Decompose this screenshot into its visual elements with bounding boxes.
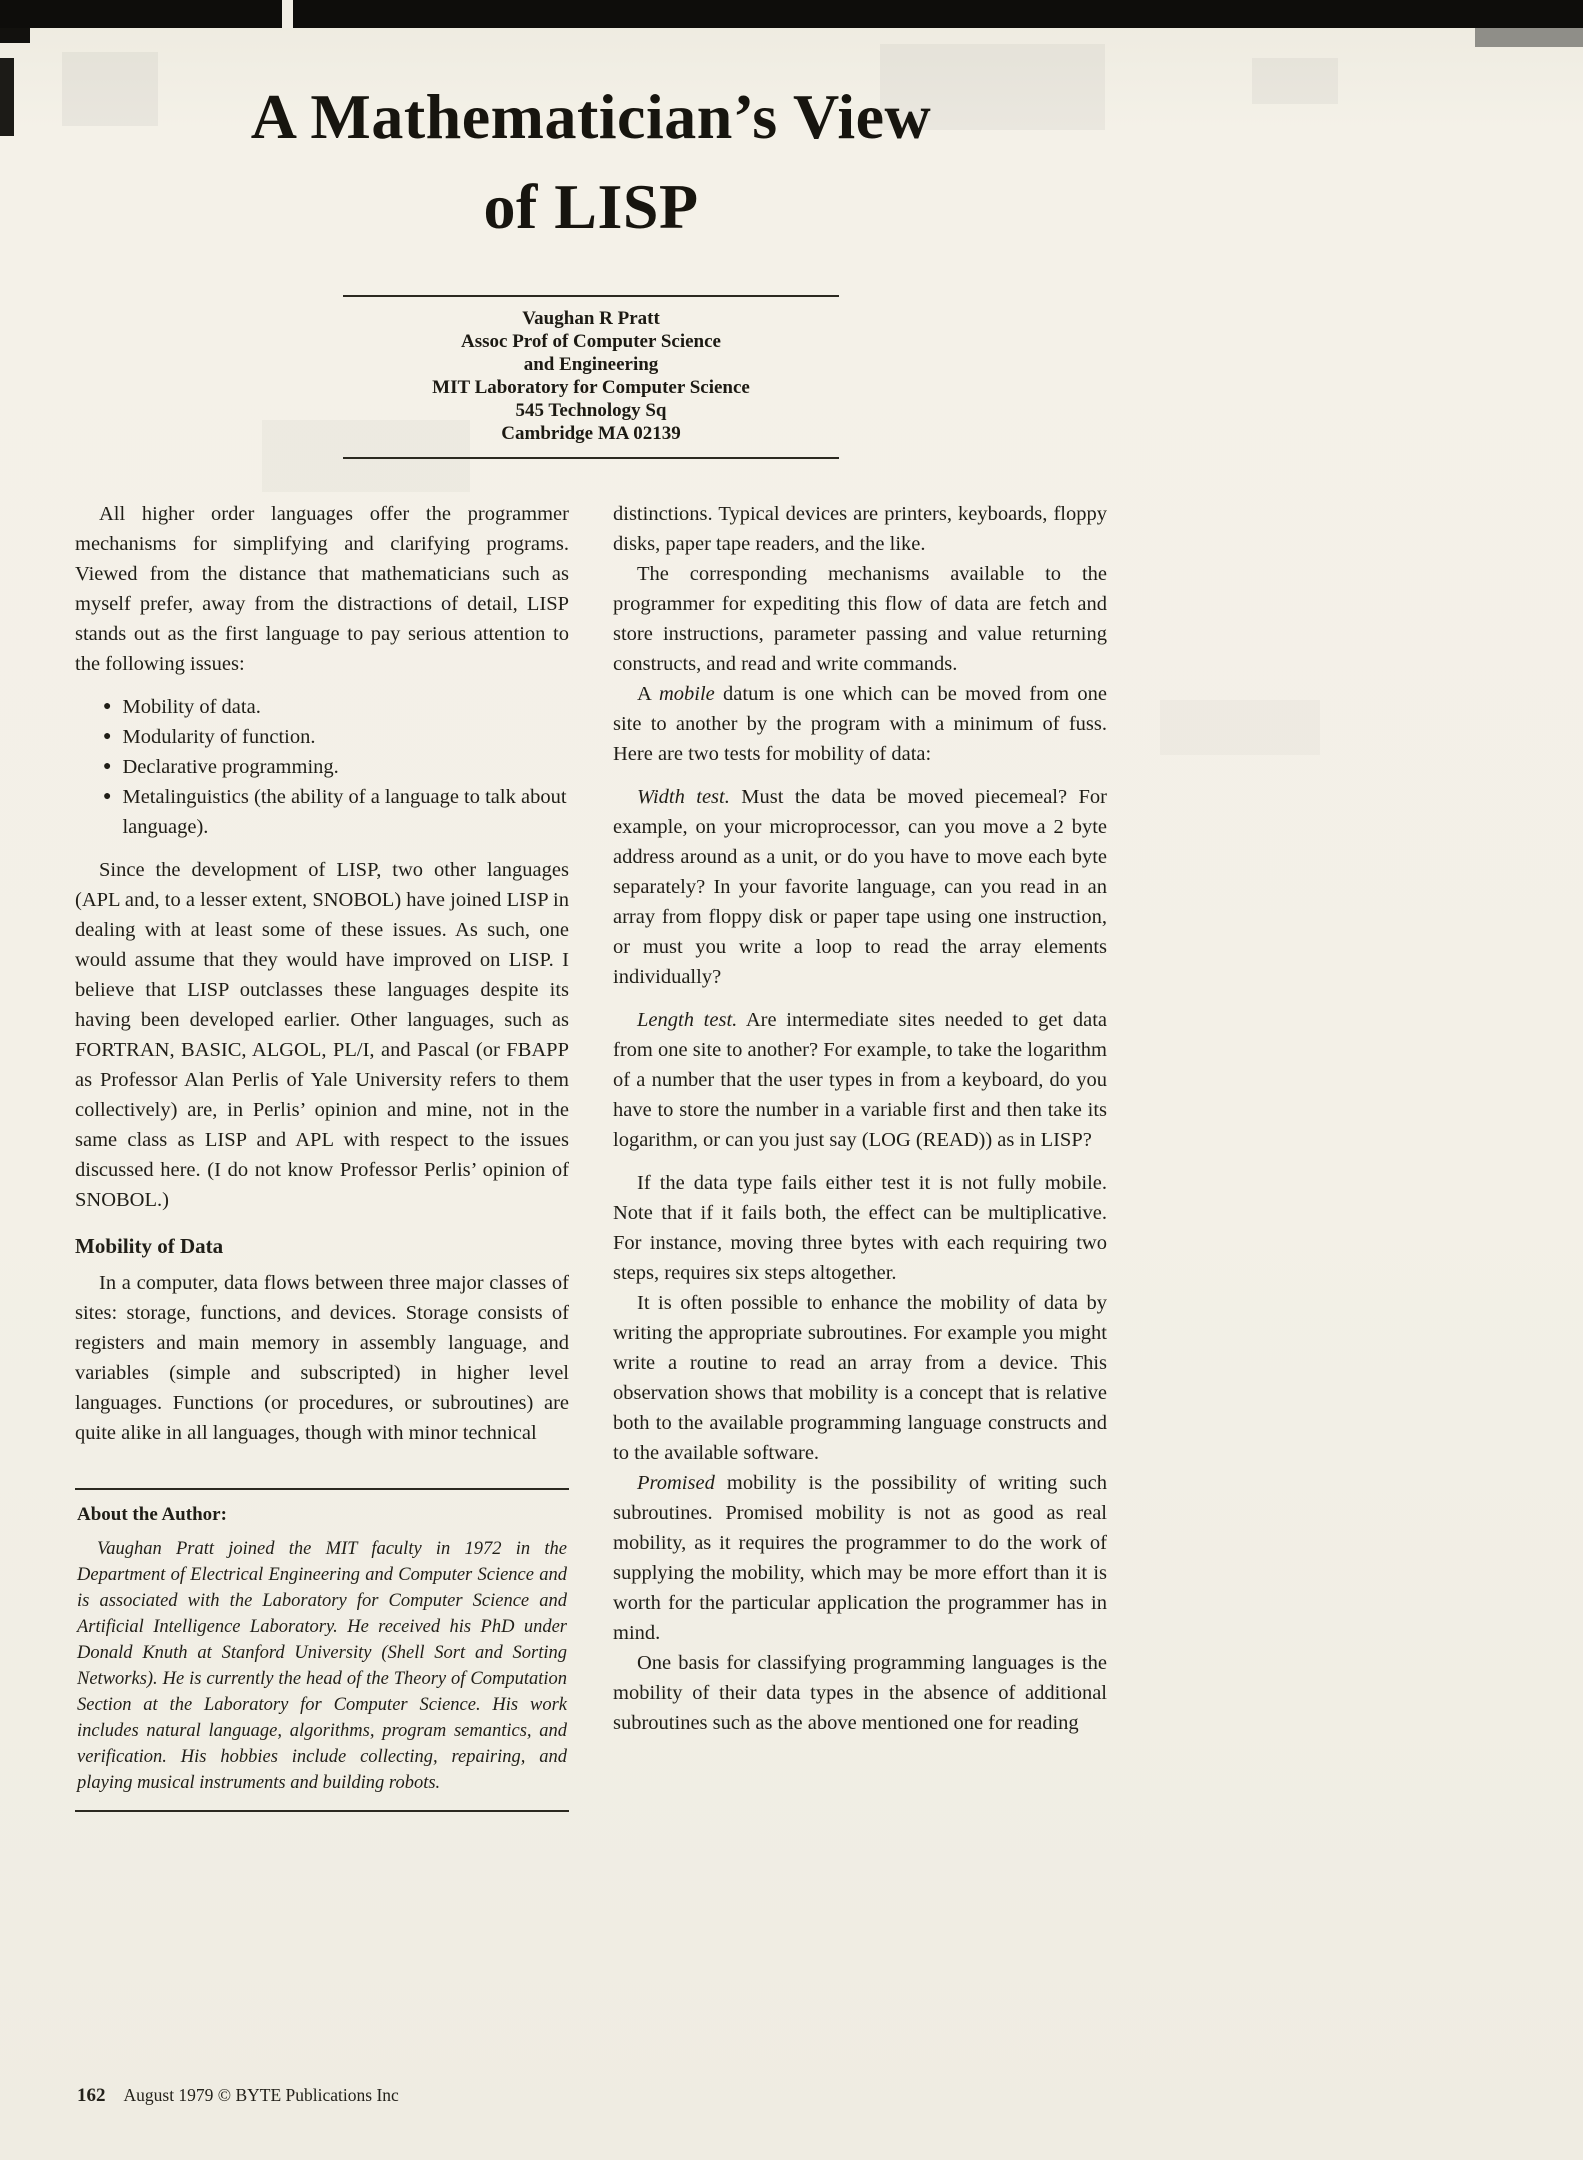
paragraph-text: mobility is the possibility of writing such subroutines. Promised mobility is not as good as real mobility, as it requires the programmer to do the work of supplying the mobility, which may be more effort than it is worth for the particular application the programmer has in mind. <box>613 1472 1107 1645</box>
author-block <box>343 295 839 459</box>
bullet-icon: ● <box>103 759 112 775</box>
article-content <box>75 0 1107 1812</box>
right-column <box>613 499 1107 1812</box>
paragraph: distinctions. Typical devices are printers, keyboards, floppy disks, paper tape readers, and the like. <box>613 503 1107 556</box>
author-name: Vaughan R Pratt <box>522 308 660 330</box>
scan-ghost-bleedthrough <box>1160 700 1320 755</box>
paragraph <box>613 679 1107 769</box>
article-title <box>75 0 1107 251</box>
bullet-item-label: Metalinguistics (the ability of a language to talk about language). <box>122 786 567 839</box>
paragraph-text: A <box>637 683 659 706</box>
bullet-icon: ● <box>103 699 112 715</box>
bullet-icon: ● <box>103 729 112 745</box>
paragraph-text: datum is one which can be moved from one site to another by the program with a minimum of fuss. Here are two tests for mobility of data: <box>613 683 1107 766</box>
article-title-line2: of LISP <box>483 170 699 242</box>
list-item <box>79 782 569 842</box>
left-column <box>75 499 569 1812</box>
section-heading: Mobility of Data <box>75 1234 224 1259</box>
list-item <box>79 692 569 722</box>
paragraph: Since the development of LISP, two other languages (APL and, to a lesser extent, SNOBOL) have joined LISP in dealing with at least some of these issues. As such, one would assume that they would have improved on LISP. I believe that LISP outclasses these languages despite its having been developed earlier. Other languages, such as FORTRAN, BASIC, ALGOL, PL/I, and Pascal (or FBAPP as Professor Alan Perlis of Yale University refers to them collectively) are, in Perlis’ opinion and mine, not in the same class as LISP and APL with respect to the issues discussed here. (I do not know Professor Perlis’ opinion of SNOBOL.) <box>75 859 569 1212</box>
author-affiliation: MIT Laboratory for Computer Science <box>432 377 750 399</box>
paragraph: The corresponding mechanisms available to the programmer for expediting this flow of data are fetch and store instructions, parameter passing and value returning constructs, and read and write commands. <box>613 563 1107 676</box>
bullet-list <box>79 692 569 842</box>
author-title-line: Assoc Prof of Computer Science <box>461 331 721 353</box>
about-author-heading: About the Author: <box>77 1504 227 1526</box>
list-item <box>79 752 569 782</box>
paragraph-width-test <box>613 782 1107 992</box>
author-address-line: 545 Technology Sq <box>515 400 667 422</box>
author-title-line: and Engineering <box>523 354 659 376</box>
paragraph: All higher order languages offer the programmer mechanisms for simplifying and clarifying programs. Viewed from the distance that mathematicians such as myself prefer, away from the distractions of detail, LISP stands out as the first language to pay serious attention to the following issues: <box>75 503 569 676</box>
paragraph-length-test <box>613 1005 1107 1155</box>
bullet-item-label: Mobility of data. <box>122 696 261 719</box>
bullet-item-label: Modularity of function. <box>122 726 316 749</box>
paragraph-text: Are intermediate sites needed to get data from one site to another? For example, to take the logarithm of a number that the user types in from a keyboard, do you have to store the number in a variable first and then take its logarithm, or can you just say (LOG (READ)) as in LISP? <box>613 1009 1107 1152</box>
scan-ghost-bleedthrough <box>1252 58 1338 104</box>
italic-term: Promised <box>637 1472 715 1495</box>
bullet-item-label: Declarative programming. <box>122 756 339 779</box>
italic-term: Length test. <box>637 1009 738 1032</box>
paragraph: One basis for classifying programming languages is the mobility of their data types in the absence of additional subroutines such as the above mentioned one for reading <box>613 1652 1107 1735</box>
paragraph: It is often possible to enhance the mobility of data by writing the appropriate subroutines. For example you might write a routine to read an array from a device. This observation shows that mobility is a concept that is relative both to the available programming language constructs and to the available software. <box>613 1292 1107 1465</box>
author-address-line: Cambridge MA 02139 <box>501 423 681 445</box>
bullet-icon: ● <box>103 789 112 805</box>
paragraph: In a computer, data flows between three major classes of sites: storage, functions, and devices. Storage consists of registers and main memory in assembly language, and variables (simple and subscripted) in higher level languages. Functions (or procedures, or subroutines) are quite alike in all languages, though with minor technical <box>75 1272 569 1445</box>
article-title-line1: A Mathematician’s View <box>250 81 932 152</box>
paragraph-text: Must the data be moved piecemeal? For example, on your microprocessor, can you move a 2 byte address around as a unit, or do you have to move each byte separately? In your favorite language, can you read in an array from floppy disk or paper tape using one instruction, or must you write a loop to read the array elements individually? <box>613 786 1107 989</box>
paragraph: If the data type fails either test it is not fully mobile. Note that if it fails both, the effect can be multiplicative. For instance, moving three bytes with each requiring two steps, requires six steps altogether. <box>613 1172 1107 1285</box>
about-author-text: Vaughan Pratt joined the MIT faculty in 1972 in the Department of Electrical Engineering and Computer Science and is associated with the Laboratory for Computer Science and Artificial Intelligence Laboratory. He received his PhD under Donald Knuth at Stanford University (Shell Sort and Sorting Networks). He is currently the head of the Theory of Computation Section at the Laboratory for Computer Science. His work includes natural language, algorithms, program semantics, and verification. His hobbies include collecting, repairing, and playing musical instruments and building robots. <box>77 1539 567 1794</box>
body-columns <box>75 499 1107 1812</box>
scan-artifact-nub <box>0 28 30 43</box>
italic-term: Width test. <box>637 786 730 809</box>
about-author-box <box>75 1488 569 1812</box>
italic-term: mobile <box>658 683 715 706</box>
page-number: 162 <box>77 2085 106 2106</box>
footer-text: August 1979 © BYTE Publications Inc <box>123 2085 399 2105</box>
paragraph <box>613 1468 1107 1648</box>
page-footer <box>77 2085 399 2107</box>
list-item <box>79 722 569 752</box>
scan-artifact-left-mark <box>0 58 14 136</box>
